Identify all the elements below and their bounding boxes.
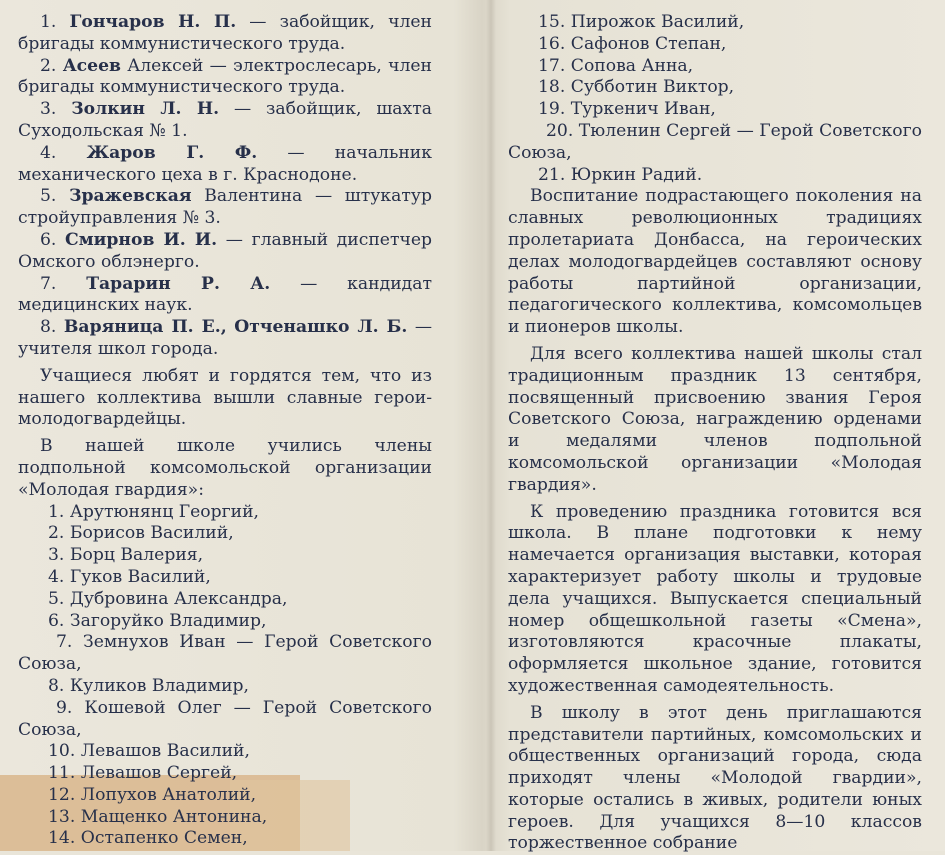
member-item: 20. Тюленин Сергей — Герой Советского Союза,	[508, 120, 922, 163]
member-item: 8. Куликов Владимир,	[48, 675, 250, 696]
member-item: 10. Левашов Василий,	[48, 741, 250, 762]
member-item: 4. Гуков Василий,	[48, 566, 211, 587]
member-item: 15. Пирожок Василий,	[538, 12, 745, 32]
guests-paragraph: В школу в этот день приглашаются представители партийных, комсомольских и общественных организаций города, сюда приходят члены «Молодой гвардии», которые остались в живых, родители юных героев. Для учащихся 8—10 классов торжественное собрание	[508, 702, 922, 854]
page-fold	[486, 0, 496, 851]
graduate-item: 8. Варяница П. Е., Отченашко Л. Б. — учителя школ города.	[18, 317, 433, 359]
member-item: 21. Юркин Радий.	[538, 164, 703, 185]
graduate-item: 2. Асеев Алексей — электрослесарь, член бригады коммунистического труда.	[18, 55, 432, 98]
member-item: 14. Остапенко Семен,	[48, 828, 248, 849]
member-item: 5. Дубровина Александра,	[48, 588, 288, 609]
member-item: 7. Земнухов Иван — Герой Советского Союза,	[18, 632, 432, 675]
upbringing-paragraph: Воспитание подрастающего поколения на славных революционных традициях пролетариата Донбасса, на героических делах молодогвардейцев составляют основу работы партийной организации, педагогического коллектива, комсомольцев и пионеров школы.	[508, 186, 922, 338]
graduate-item: 6. Смирнов И. И. — главный диспетчер Омского облэнерго.	[18, 229, 433, 272]
pride-paragraph: Учащиеся любят и гордятся тем, что из нашего коллектива вышли славные герои-молодогвардейцы.	[18, 365, 432, 430]
member-item: 18. Субботин Виктор,	[538, 77, 735, 98]
member-item: 12. Лопухов Анатолий,	[48, 784, 257, 805]
member-item: 13. Мащенко Антонина,	[48, 806, 268, 827]
member-item: 3. Борц Валерия,	[48, 545, 204, 566]
member-item: 2. Борисов Василий,	[48, 523, 234, 544]
graduate-item: 4. Жаров Г. Ф. — начальник механического цеха в г. Краснодоне.	[18, 142, 432, 185]
graduate-item: 5. Зражевская Валентина — штукатур стройуправления № 3.	[18, 186, 432, 229]
member-item: 19. Туркенич Иван,	[538, 99, 716, 120]
left-column	[18, 12, 432, 850]
graduate-item: 1. Гончаров Н. П. — забойщик, член бригады коммунистического труда.	[18, 12, 432, 54]
member-item: 1. Арутюнянц Георгий,	[48, 501, 260, 522]
member-item: 17. Сопова Анна,	[538, 55, 694, 76]
holiday-paragraph: Для всего коллектива нашей школы стал традиционным праздник 13 сентября, посвященный присвоению звания Героя Советского Союза, награждению орденами и медалями членов подпольной комсомольской организации «Молодая гвардия».	[508, 343, 922, 495]
member-item: 9. Кошевой Олег — Герой Советского Союза,	[18, 697, 432, 740]
members-intro-paragraph: В нашей школе учились члены подпольной комсомольской организации «Молодая гвардия»:	[18, 436, 432, 500]
graduate-item: 7. Тарарин Р. А. — кандидат медицинских наук.	[18, 273, 432, 316]
right-column	[508, 12, 922, 855]
member-item: 6. Загоруйко Владимир,	[48, 610, 267, 631]
member-item: 16. Сафонов Степан,	[538, 33, 727, 54]
member-item: 11. Левашов Сергей,	[48, 763, 238, 784]
preparation-paragraph: К проведению праздника готовится вся школа. В плане подготовки к нему намечается организация выставки, которая характеризует работу школы и трудовые дела учащихся. Выпускается специальный номер общешкольной газеты «Смена», изготовляются красочные плакаты, оформляется школьное здание, готовится художественная самодеятельность.	[508, 501, 922, 696]
graduate-item: 3. Золкин Л. Н. — забойщик, шахта Суходольская № 1.	[18, 99, 433, 141]
